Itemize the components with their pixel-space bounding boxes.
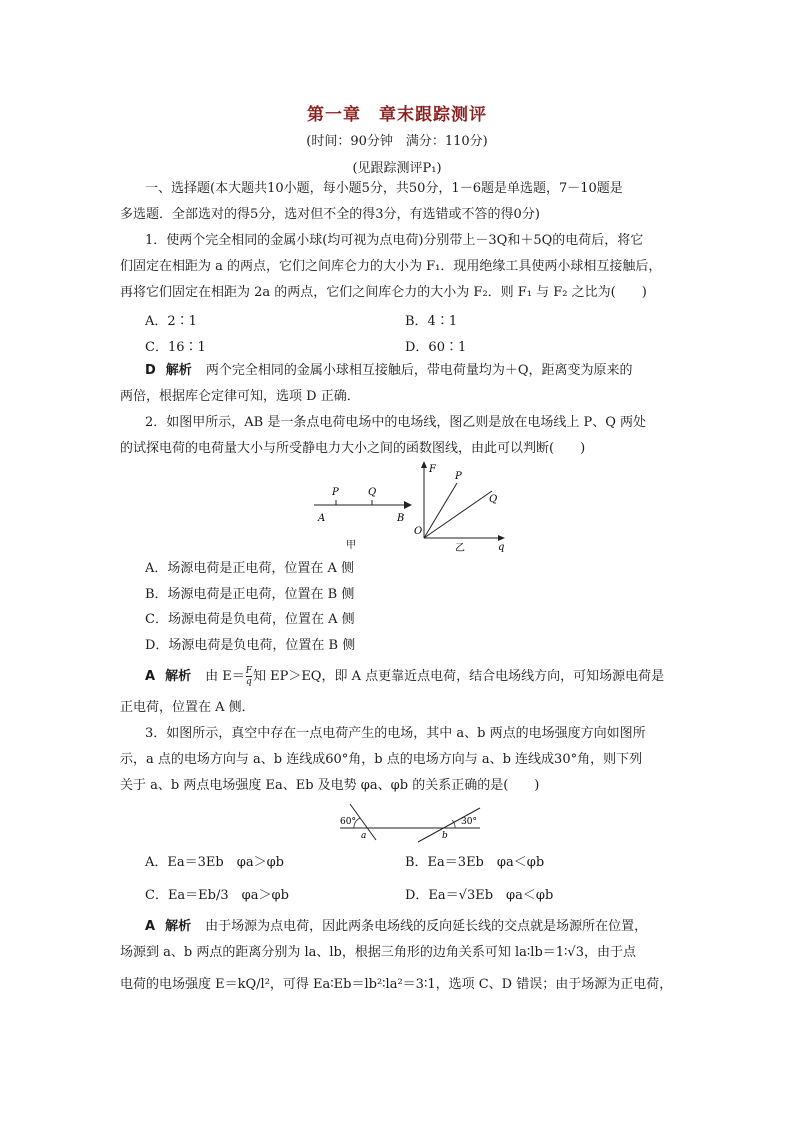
q2-option-d: D．场源电荷是负电荷，位置在 B 侧 — [145, 638, 356, 653]
q3-analysis-3: 电荷的电场强度 E＝kQ/l²，可得 Ea∶Eb＝lb²∶la²＝3∶1，选项 C、D 错误；由于场源为正电荷， — [120, 977, 673, 992]
q3-analysis-1: 由于场源为点电荷，因此两条电场线的反向延长线的交点就是场源所在位置， — [205, 919, 648, 934]
line-q — [424, 491, 492, 538]
arrow-up-icon — [421, 461, 427, 468]
label-o: O — [414, 526, 423, 537]
label-q-axis: q — [498, 542, 505, 553]
q2-answer-label: 解析 — [165, 669, 192, 684]
section-intro-line-2: 多选题．全部选对的得5分，选对但不全的得3分，有选错或不答的得0分) — [120, 207, 540, 222]
label-q: Q — [368, 487, 377, 498]
q3-answer-label: 解析 — [165, 919, 192, 934]
q1-line-3: 再将它们固定在相距为 2a 的两点，它们之间库仑力的大小为 F₂．则 F₁ 与 F₂ 之比为( ) — [120, 285, 647, 300]
exam-info: (时间：90分钟 满分：110分) — [306, 134, 488, 149]
q1-analysis-1: 两个完全相同的金属小球相互接触后，带电荷量均为＋Q，距离变为原来的 — [205, 363, 633, 378]
q3-figure — [330, 800, 490, 844]
arrow-icon — [404, 501, 412, 509]
q2-figure — [300, 458, 520, 554]
q2-option-a: A．场源电荷是正电荷，位置在 A 侧 — [145, 561, 355, 576]
q3-line-3: 关于 a、b 两点电场强度 Ea、Eb 及电势 φa、φb 的关系正确的是( ) — [120, 778, 540, 793]
label-f: F — [429, 464, 436, 475]
q2-option-c: C．场源电荷是负电荷，位置在 A 侧 — [145, 612, 355, 627]
q2-line-2: 的试探电荷的电荷量大小与所受静电力大小之间的函数图线，由此可以判断( ) — [120, 441, 586, 456]
q1-answer-label: 解析 — [165, 363, 192, 378]
page-title: 第一章 章末跟踪测评 — [307, 105, 487, 125]
q3-option-c: C．Ea＝Eb/3 φa＞φb — [145, 888, 289, 903]
q3-analysis-2: 场源到 a、b 两点的距离分别为 la、lb，根据三角形的边角关系可知 la∶lb＝1∶√3，由于点 — [120, 945, 636, 960]
q2-fraction — [246, 666, 252, 687]
reference-note: (见跟踪测评P₁) — [352, 161, 442, 176]
label-p2: P — [455, 471, 462, 482]
angle-arc-b — [452, 820, 455, 828]
arrow-right-icon — [498, 535, 505, 541]
q3-answer — [145, 918, 680, 936]
q1-option-d: D．60∶1 — [405, 340, 467, 355]
q3-option-b: B．Ea＝3Eb φa＜φb — [405, 855, 545, 870]
q1-option-a: A．2∶1 — [145, 314, 197, 329]
q3-option-d: D．Ea＝√3Eb φa＜φb — [405, 888, 554, 903]
angle-30-label: 30° — [461, 817, 477, 827]
q2-analysis-post: 知 EP＞EQ，即 A 点更靠近点电荷，结合电场线方向，可知场源电荷是 — [252, 669, 665, 684]
point-a-label: a — [361, 831, 367, 841]
q2-answer — [145, 666, 680, 687]
q1-option-b: B．4∶1 — [405, 314, 458, 329]
q1-line-2: 们固定在相距为 a 的两点，它们之间库仑力的大小为 F₁．现用绝缘工具使两小球相互接触后， — [120, 259, 662, 274]
q3-line-2: 示，a 点的电场方向与 a、b 连线成60°角，b 点的电场方向与 a、b 连线成30°角，则下列 — [120, 752, 643, 767]
label-a: A — [318, 513, 326, 524]
q2-analysis-pre: 由 E＝ — [205, 669, 245, 684]
label-q2: Q — [489, 494, 498, 505]
line-p — [424, 483, 457, 538]
q3-line-1: 3．如图所示，真空中存在一点电荷产生的电场，其中 a、b 两点的电场强度方向如图所 — [145, 726, 646, 741]
point-b-label: b — [442, 831, 448, 841]
q2-analysis-2: 正电荷，位置在 A 侧． — [120, 700, 255, 715]
angle-60-label: 60° — [340, 817, 356, 827]
q1-option-c: C．16∶1 — [145, 340, 206, 355]
q2-answer-key: A — [145, 669, 156, 684]
label-b: B — [397, 513, 405, 524]
fraction-numerator: F — [245, 666, 252, 676]
section-intro-line-1: 一、选择题(本大题共10小题，每小题5分，共50分，1－6题是单选题，7－10题是 — [145, 181, 623, 196]
label-p: P — [332, 487, 339, 498]
q2-line-1: 2．如图甲所示，AB 是一条点电荷电场中的电场线，图乙则是放在电场线上 P、Q 两处 — [145, 415, 647, 430]
q1-line-1: 1．使两个完全相同的金属小球(均可视为点电荷)分别带上－3Q和＋5Q的电荷后，将它 — [145, 233, 644, 248]
q3-option-a: A．Ea＝3Eb φa＞φb — [145, 855, 284, 870]
q3-answer-key: A — [145, 919, 156, 934]
q1-answer-key: D — [145, 363, 156, 378]
q1-analysis-2: 两倍，根据库仑定律可知，选项 D 正确． — [120, 389, 360, 404]
figure-caption-jia: 甲 — [346, 540, 356, 551]
q2-option-b: B．场源电荷是正电荷，位置在 B 侧 — [145, 587, 355, 602]
q1-answer — [145, 362, 680, 380]
fraction-denominator: q — [245, 677, 252, 687]
figure-caption-yi: 乙 — [455, 543, 465, 554]
